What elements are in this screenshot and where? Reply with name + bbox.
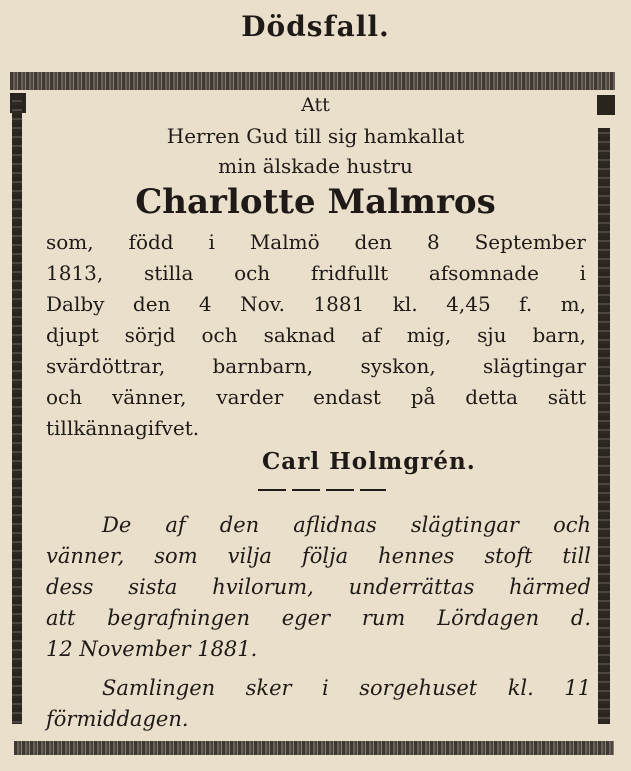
frame-border-top <box>10 72 615 90</box>
body-line: Dalby den 4 Nov. 1881 kl. 4,45 f. m, <box>46 292 586 316</box>
intro-line-3: min älskade hustru <box>218 154 413 178</box>
body-line: 1813, stilla och fridfullt afsomnade i <box>46 261 586 285</box>
deceased-name: Charlotte Malmros <box>135 182 496 222</box>
body-line: och vänner, varder endast på detta sätt <box>46 385 586 409</box>
body-line: djupt sörjd och saknad af mig, sju barn, <box>46 323 586 347</box>
body-line: svärdöttrar, barnbarn, syskon, slägtingar <box>46 354 586 378</box>
gathering-line: förmiddagen. <box>46 707 189 731</box>
funeral-line: att begrafningen eger rum Lördagen d. <box>46 606 591 630</box>
frame-border-bottom <box>14 741 614 755</box>
intro-line-2: Herren Gud till sig hamkallat <box>166 124 465 148</box>
section-heading: Dödsfall. <box>241 10 390 43</box>
body-line: som, född i Malmö den 8 September <box>46 230 586 254</box>
intro-att: Att <box>301 94 330 116</box>
funeral-line: dess sista hvilorum, underrättas härmed <box>46 575 591 599</box>
funeral-line: 12 November 1881. <box>46 637 258 661</box>
funeral-line: vänner, som vilja följa hennes stoft till <box>46 544 591 568</box>
funeral-line: De af den aflidnas slägtingar och <box>102 513 591 537</box>
gathering-line: Samlingen sker i sorgehuset kl. 11 <box>102 676 591 700</box>
dash-separator <box>258 489 386 491</box>
signature: Carl Holmgrén. <box>262 448 476 475</box>
body-line: tillkännagifvet. <box>46 416 200 440</box>
